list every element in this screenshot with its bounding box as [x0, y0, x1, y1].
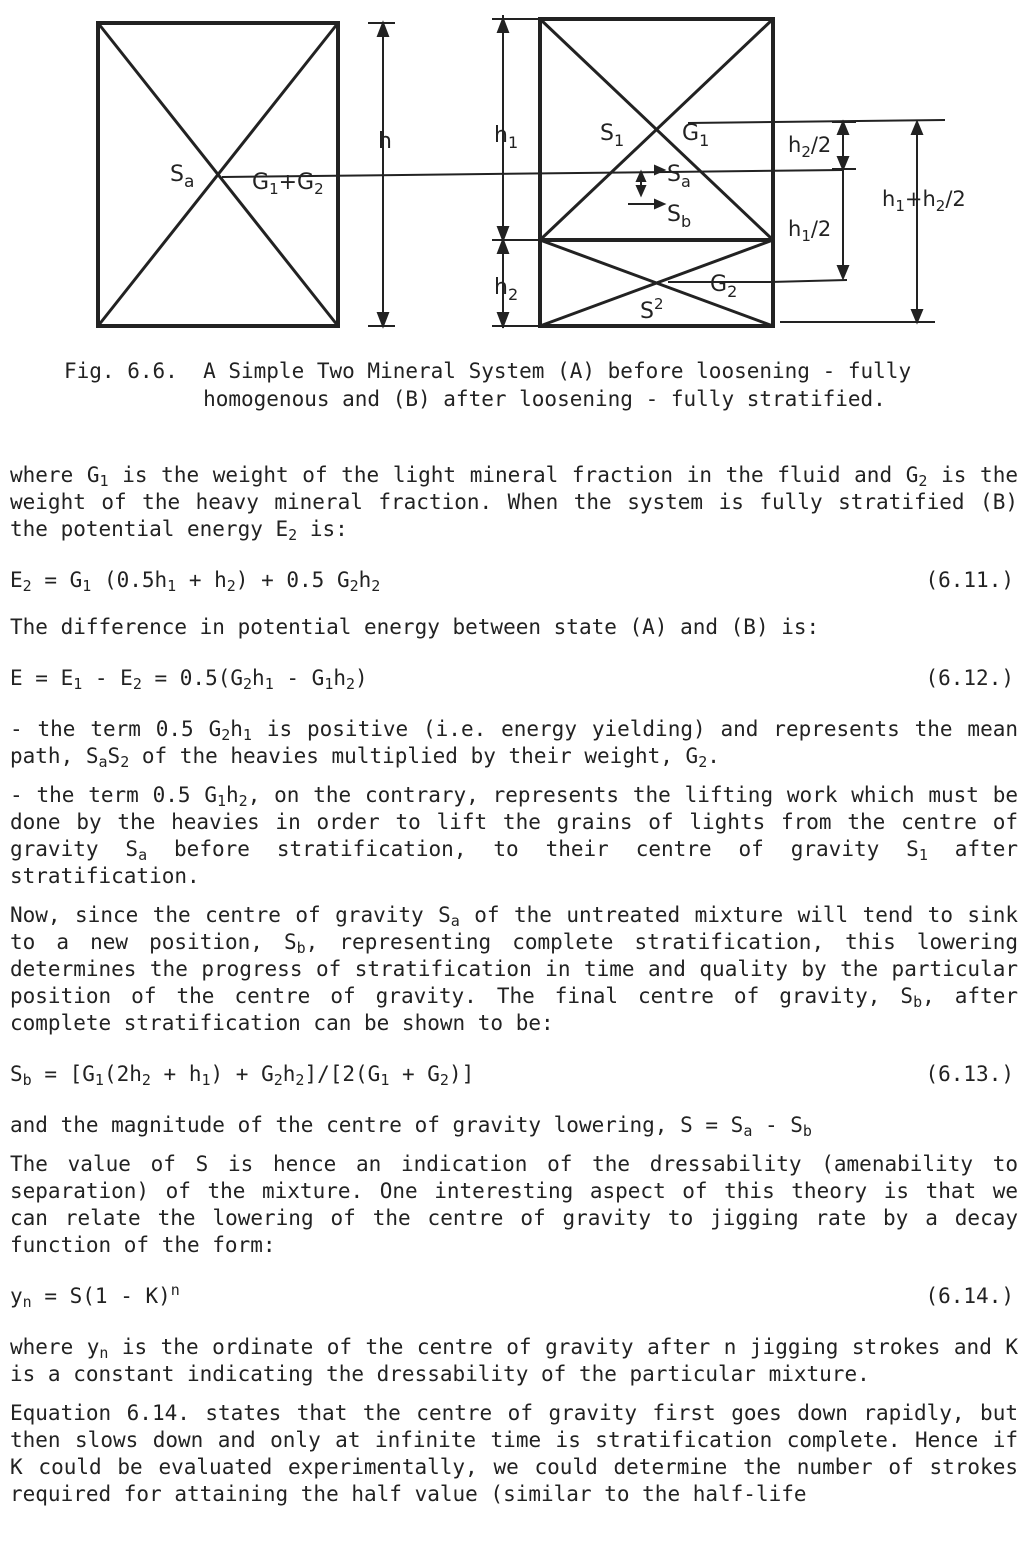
- equation-6-12: $E = E_1 - E_2 = 0.5(G_2h_1 - G_1h_2)$ (6.12.): [10, 666, 1014, 693]
- centre-line-sa: [222, 170, 843, 177]
- paragraph-value-of-s: The value of S is hence an indication of the dressability (amenability to separation) of the mixture. One interesting aspect of this theory is that we can relate the lowering of the centre of gravity to jigging rate by a decay function of the form:: [10, 1152, 1018, 1257]
- body-text: [10, 462, 1018, 1508]
- dimension-halves: [832, 122, 856, 278]
- dimension-h1-plus-h2-half: [912, 122, 922, 322]
- label-h1: $h_1$: [494, 123, 519, 152]
- paragraph-term-lifting: - the term 0.5 $G_1h_2$, on the contrary, represents the lifting work which must be done by the heavies in order to lift the grains of lights from the centre of gravity $S_a$ before stratification, to their centre of gravity $S_1$ after stratification.: [10, 783, 1018, 888]
- equation-6-14: $y_n = S(1 - K)^n$ (6.14.): [10, 1281, 1014, 1311]
- label-h2-half: $h_2/2$: [788, 133, 832, 161]
- equation-number: (6.14.): [925, 1284, 1014, 1308]
- paragraph-magnitude: and the magnitude of the centre of gravity lowering, $S = S_a - S_b$: [10, 1113, 812, 1140]
- paragraph-difference: The difference in potential energy between state (A) and (B) is:: [10, 615, 820, 639]
- equation-number: (6.11.): [925, 568, 1014, 592]
- label-h1-plus-h2-half: $h_1+h_2/2$: [882, 187, 966, 215]
- label-h: h: [378, 129, 392, 154]
- figure-6-6: [0, 0, 1033, 345]
- figure-caption: [64, 357, 984, 413]
- label-sa-right: $S_a$: [667, 162, 691, 191]
- label-g1: $G_1$: [682, 121, 710, 150]
- label-g2: $G_2$: [710, 272, 738, 301]
- equation-6-13: $S_b = [G_1(2h_2 + h_1) + G_2h_2]/[2(G_1 + G_2)]$ (6.13.): [10, 1062, 1014, 1089]
- caption-line-2: homogenous and (B) after loosening - fully stratified.: [64, 387, 886, 411]
- label-h1-half: $h_1/2$: [788, 217, 832, 245]
- label-g1-g2: $G_1+G_2$: [252, 170, 324, 198]
- label-s2: $S^2$: [640, 295, 664, 324]
- paragraph-now-since: Now, since the centre of gravity $S_a$ of the untreated mixture will tend to sink to a new position, $S_b$, representing complete stratification, this lowering determines the progress of stratification in time and quality by the particular position of the centre of gravity. The final centre of gravity, $S_b$, after complete stratification can be shown to be:: [10, 903, 1019, 1035]
- paragraph-equation-states: Equation 6.14. states that the centre of gravity first goes down rapidly, but then slows down and only at infinite time is stratification complete. Hence if K could be evaluated experimentally, we could determine the number of strokes required for attaining the half value (similar to the half-life: [10, 1401, 1018, 1506]
- label-sa: $S_a$: [170, 162, 195, 192]
- paragraph-weights: where $G_1$ is the weight of the light mineral fraction in the fluid and $G_2$ is the weight of the heavy mineral fraction. When the system is fully stratified (B) the potential energy $E_2$ is:: [10, 463, 1018, 544]
- paragraph-where-yn: where $y_n$ is the ordinate of the centre of gravity after n jigging strokes and K is a constant indicating the dressability of the particular mixture.: [10, 1335, 1018, 1386]
- label-s1: $S_1$: [600, 121, 625, 150]
- paragraph-term-positive: - the term 0.5 $G_2h_1$ is positive (i.e. energy yielding) and represents the mean path, $S_aS_2$ of the heavies multiplied by their weight, $G_2$.: [10, 717, 1018, 771]
- equation-number: (6.12.): [925, 666, 1014, 690]
- label-sb: $S_b$: [667, 202, 692, 231]
- equation-number: (6.13.): [925, 1062, 1014, 1086]
- equation-6-11: $E_2 = G_1$ $(0.5h_1 + h_2) + 0.5$ $G_2h_2$ (6.11.): [10, 568, 1014, 595]
- label-h2: $h_2$: [494, 275, 519, 304]
- caption-line-1: Fig. 6.6. A Simple Two Mineral System (A) before loosening - fully: [64, 359, 912, 383]
